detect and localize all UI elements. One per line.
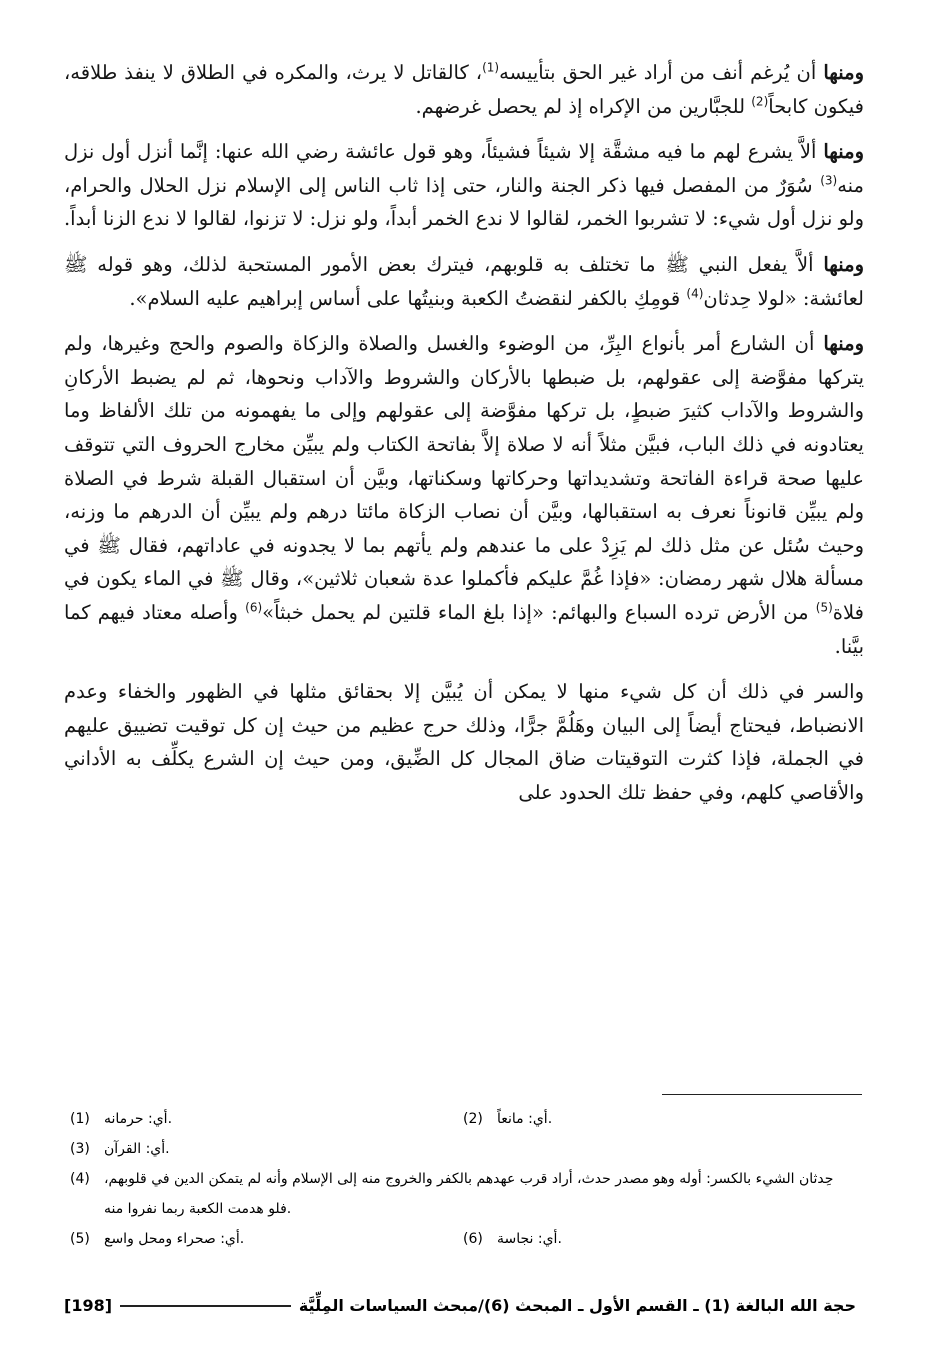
footnote-text: أي: القرآن. xyxy=(104,1141,170,1157)
footnote-text: أي: صحراء ومحل واسع. xyxy=(104,1231,245,1247)
paragraph-5 xyxy=(64,675,864,809)
paragraph-text: أن الشارع أمر بأنواع البِرِّ، من الوضوء والغسل والصلاة والزكاة والصوم والحج وغيرها، ولم يتركها مفوَّضة إلى عقولهم، بل ضبطها بالأركان والشروط والآداب ونحوها، ثم لم يضبط الأركانِ والشروط والآداب كثيرَ ضبطٍ، بل تركها مفوَّضة إلى عقولهم وإلى ما يفهمونه من تلك الألفاظ وما يعتادونه في ذلك الباب، فبيَّن مثلاً أنه لا صلاة إلاَّ بفاتحة الكتاب ولم يبيِّن مخارج الحروف التي تتوقف عليها صحة قراءة الفاتحة وتشديداتها وحركاتها وسكناتها، وبيَّن أن استقبال القبلة شرط في الصلاة ولم يبيِّن قانوناً نعرف به استقبالها، وبيَّن أن نصاب الزكاة مائتا درهم ولم يبيِّن أن الدرهم ما وزنه، وحيث سُئل عن مثل ذلك لم يَزِدْ على ما عندهم ولم يأتهم بما لا يجدونه في عاداتهم، فقال ﷺ في مسألة هلال شهر رمضان: «فإذا غُمَّ عليكم فأكملوا عدة شعبان ثلاثين»، وقال ﷺ في الماء يكون في فلاة xyxy=(64,332,864,624)
footnote-ref[interactable]: (3) xyxy=(820,173,838,188)
footnote-text: أي: حرمانه. xyxy=(104,1111,173,1127)
footnote-number: (5) xyxy=(70,1231,90,1247)
paragraph-text: من الأرض ترده السباع والبهائم: «إذا بلغ الماء قلتين لم يحمل خبثاً» xyxy=(262,600,816,624)
footer-rule xyxy=(120,1305,291,1307)
footnote-ref[interactable]: (4) xyxy=(686,286,704,301)
footnote-number: (6) xyxy=(463,1231,483,1247)
footnote-row xyxy=(70,1224,856,1254)
footnote-ref[interactable]: (5) xyxy=(815,600,833,615)
paragraph-2 xyxy=(64,135,864,236)
footnote-6 xyxy=(463,1224,856,1254)
footnote-text: أي: مانعاً. xyxy=(497,1111,553,1127)
footnote-ref[interactable]: (2) xyxy=(751,94,769,109)
footnote-divider xyxy=(662,1094,862,1095)
footnote-1 xyxy=(70,1104,463,1134)
paragraph-text: ، كالقاتل لا يرث، والمكره في الطلاق لا ينفذ طلاقه، فيكون كابحاً xyxy=(64,61,864,118)
footnote-number: (3) xyxy=(70,1141,90,1157)
footnote-row xyxy=(70,1134,856,1164)
paragraph-lead: ومنها xyxy=(823,61,864,84)
footnote-number: (1) xyxy=(70,1111,90,1127)
footnote-2 xyxy=(463,1104,856,1134)
paragraph-text: ألاَّ يشرع لهم ما فيه مشقَّة إلا شيئاً فشيئاً، وهو قول عائشة رضي الله عنها: إنَّما أنزل أول نزل منه xyxy=(64,140,864,197)
footnote-number: (4) xyxy=(70,1171,90,1187)
paragraph-text: أن يُرغم أنف من أراد غير الحق بتأييسه xyxy=(499,61,824,84)
footnote-number: (2) xyxy=(463,1111,483,1127)
paragraph-text: للجبَّارين من الإكراه إذ لم يحصل غرضهم. xyxy=(415,94,752,118)
footnote-text: حِدثان الشيء بالكسر: أوله وهو مصدر حدث، أراد قرب عهدهم بالكفر والخروج منه إلى الإسلام وأنه لم يتمكن الدين في قلوبهم، فلو هدمت الكعبة ربما نفروا منه. xyxy=(104,1171,834,1217)
footnote-3 xyxy=(70,1134,463,1164)
paragraph-text: قومِكِ بالكفر لنقضتُ الكعبة وبنيتُها على أساس إبراهيم عليه السلام». xyxy=(129,286,687,310)
footnote-5 xyxy=(70,1224,463,1254)
paragraph-text: سُوَرٌ من المفصل فيها ذكر الجنة والنار، حتى إذا ثاب الناس إلى الإسلام نزل الحلال والحرام، ولو نزل أول شيء: لا تشربوا الخمر، لقالوا لا ندع الخمر أبداً، ولو نزل: لا تزنوا، لقالوا لا ندع الزنا أبداً. xyxy=(63,173,864,231)
footnotes xyxy=(70,1104,856,1254)
page-number: [198] xyxy=(64,1296,113,1315)
running-title: حجة الله البالغة (1) ـ القسم الأول ـ المبحث (6)/مبحث السياسات المِلِّيَّة xyxy=(298,1296,856,1315)
paragraph-lead: ومنها xyxy=(823,140,864,164)
footnote-row xyxy=(70,1104,856,1134)
running-footer xyxy=(64,1296,856,1315)
paragraph-lead: ومنها xyxy=(823,332,864,356)
footnote-ref[interactable]: (1) xyxy=(482,60,500,75)
footnote-text: أي: نجاسة. xyxy=(497,1231,562,1247)
paragraph-text: وأصله معتاد فيهم كما بيَّنا. xyxy=(64,600,864,658)
footnote-ref[interactable]: (6) xyxy=(245,600,263,615)
paragraph-3 xyxy=(64,248,864,315)
paragraph-1 xyxy=(64,56,864,123)
paragraph-lead: ومنها xyxy=(823,252,864,276)
footnote-4 xyxy=(70,1164,856,1224)
paragraph-4 xyxy=(64,327,864,663)
paragraph-text: ألاَّ يفعل النبي ﷺ ما تختلف به قلوبهم، فيترك بعض الأمور المستحبة لذلك، وهو قوله ﷺ لعائشة: «لولا حِدثان xyxy=(64,252,864,310)
paragraph-text: والسر في ذلك أن كل شيء منها لا يمكن أن يُبيَّن إلا بحقائق مثلها في الظهور والخفاء وعدم الانضباط، فيحتاج أيضاً إلى البيان وهَلُمَّ جرًّا، وذلك حرج عظيم من حيث إن كل توقيت تضييق عليهم في الجملة، فإذا كثرت التوقيتات ضاق المجال كل الضِّيق، ومن حيث إن الشرع يكلِّف به الأداني والأقاصي كلهم، وفي حفظ تلك الحدود على xyxy=(64,680,864,804)
